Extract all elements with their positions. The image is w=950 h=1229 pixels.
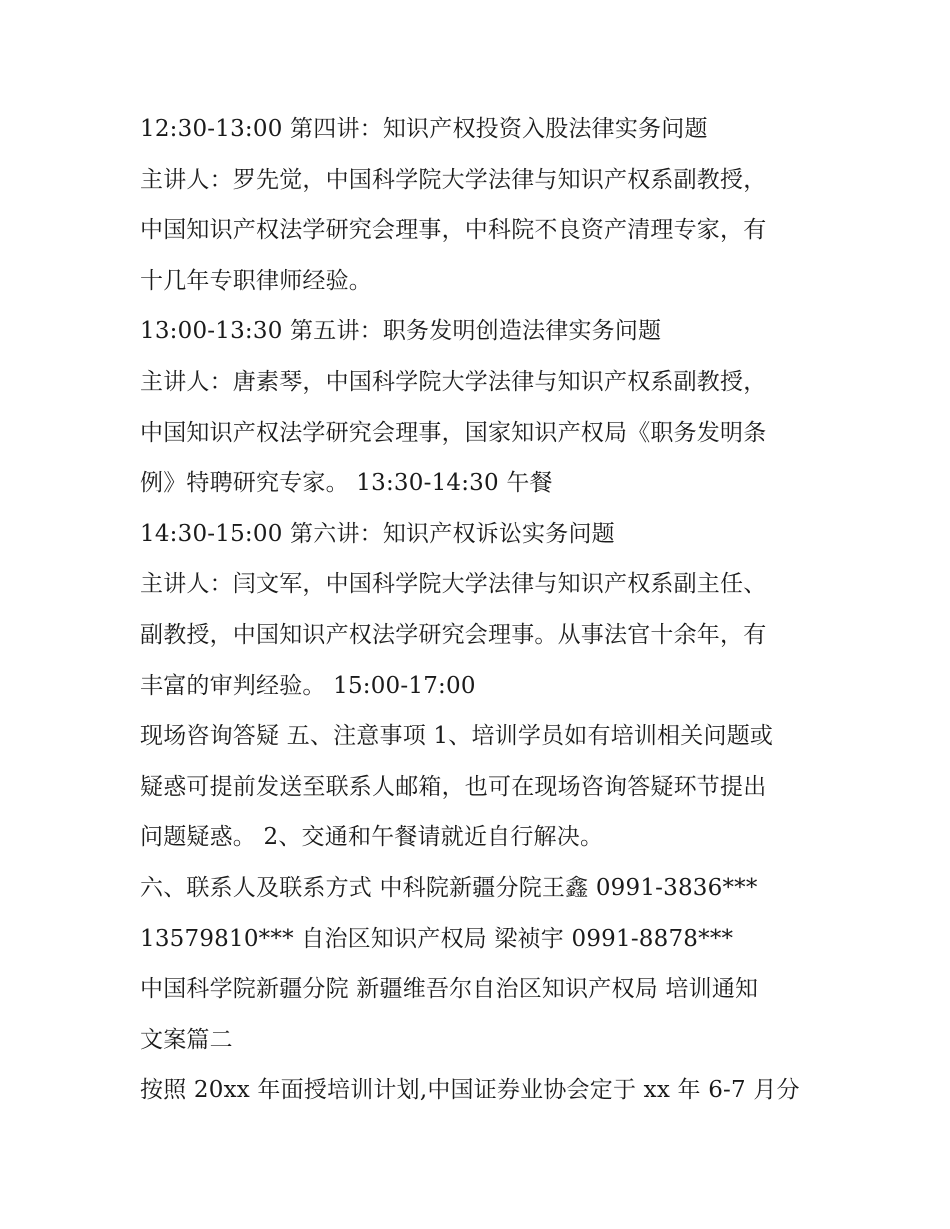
text-line: 副教授，中国知识产权法学研究会理事。从事法官十余年，有 [140,621,767,648]
text-line: 14:30-15:00 第六讲：知识产权诉讼实务问题 [140,520,615,547]
text-line: 疑惑可提前发送至联系人邮箱，也可在现场咨询答疑环节提出 [140,773,767,800]
text-line: 主讲人：唐素琴，中国科学院大学法律与知识产权系副教授， [140,368,767,395]
text-line: 中国科学院新疆分院 新疆维吾尔自治区知识产权局 培训通知 [140,976,759,1003]
text-line: 丰富的审判经验。 15:00-17:00 [140,672,476,699]
text-line: 文案篇二 [140,1026,233,1053]
text-line: 中国知识产权法学研究会理事，国家知识产权局《职务发明条 [140,419,767,446]
text-line: 例》特聘研究专家。 13:30-14:30 午餐 [140,470,553,497]
text-line: 问题疑惑。 2、交通和午餐请就近自行解决。 [140,824,604,851]
text-line: 六、联系人及联系方式 中科院新疆分院王鑫 0991-3836*** [140,874,758,901]
text-line: 12:30-13:00 第四讲：知识产权投资入股法律实务问题 [140,116,708,142]
text-line: 13579810*** 自治区知识产权局 梁祯宇 0991-8878*** [140,925,734,952]
document-body [140,111,830,1123]
text-line: 主讲人：罗先觉，中国科学院大学法律与知识产权系副教授， [140,166,767,193]
text-line: 13:00-13:30 第五讲：职务发明创造法律实务问题 [140,318,662,345]
text-line: 现场咨询答疑 五、注意事项 1、培训学员如有培训相关问题或 [140,723,774,750]
text-line: 按照 20xx 年面授培训计划,中国证券业协会定于 xx 年 6-7 月分 [140,1077,800,1104]
text-line: 主讲人：闫文军，中国科学院大学法律与知识产权系副主任、 [140,571,767,598]
text-line: 中国知识产权法学研究会理事，中科院不良资产清理专家，有 [140,217,767,244]
text-line: 十几年专职律师经验。 [140,267,372,294]
